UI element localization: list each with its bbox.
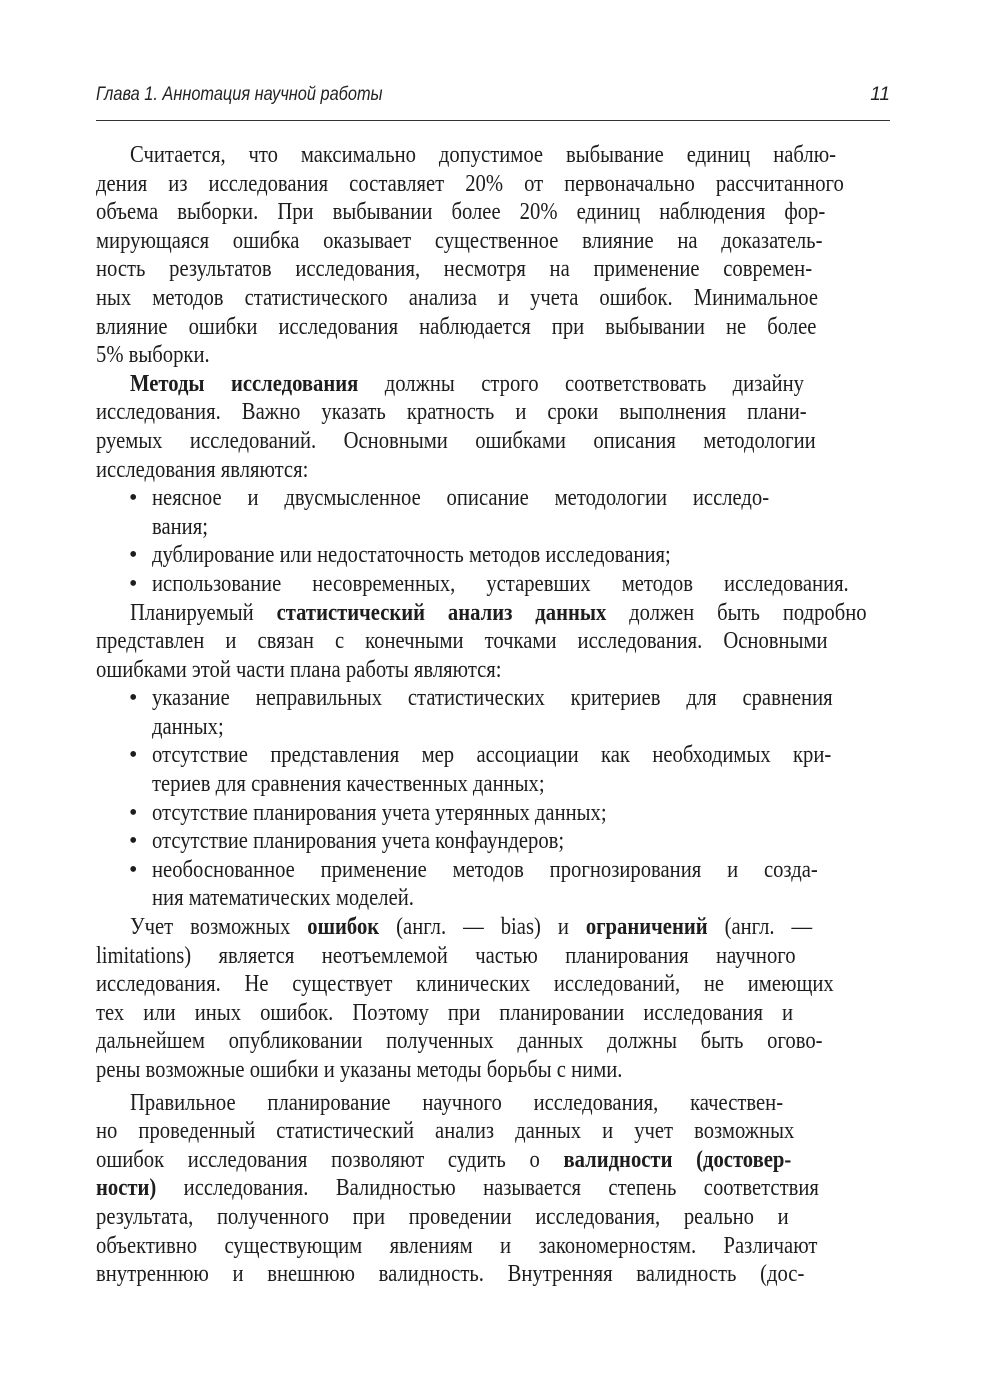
text-line: руемых исследований. Основными ошибками описания методологии — [96, 427, 816, 454]
text-segment: исследования. Валидностью называется степень соответствия — [156, 1175, 819, 1202]
text-line — [96, 1174, 890, 1203]
paragraph-methods — [96, 370, 890, 599]
text-line — [96, 827, 890, 856]
text-segment: (англ. — — [707, 914, 813, 941]
text-segment: отсутствие планирования учета утерянных данных; — [152, 799, 607, 826]
bold-term-bias: ошибок — [307, 914, 380, 941]
text-segment: использование несовременных, устаревших методов исследования. — [152, 570, 849, 597]
text-line — [96, 741, 890, 770]
text-segment: отсутствие представления мер ассоциации как необходимых кри- — [152, 742, 832, 769]
bullet-icon: • — [129, 742, 138, 769]
text-line: Правильное планирование научного исследования, качествен- — [130, 1089, 784, 1116]
text-line: рены возможные ошибки и указаны методы борьбы с ними. — [96, 1057, 623, 1083]
text-segment: отсутствие планирования учета конфаундеров; — [152, 828, 565, 855]
paragraph-bias — [96, 913, 890, 1085]
bold-term-validity-cont: ности) — [96, 1175, 157, 1202]
list-item — [96, 684, 890, 741]
text-line — [96, 541, 890, 570]
text-line: внутреннюю и внешнюю валидность. Внутренняя валидность (дос- — [96, 1261, 805, 1288]
bullet-icon: • — [129, 856, 138, 883]
text-line: ных методов статистического анализа и учета ошибок. Минимальное — [96, 284, 818, 311]
bold-term-methods: Методы исследования — [130, 370, 359, 397]
text-segment: должны строго соответствовать дизайну — [358, 370, 804, 397]
text-line: ния математических моделей. — [152, 885, 414, 912]
list-item — [96, 827, 890, 856]
text-line: исследования являются: — [96, 456, 309, 483]
text-line: но проведенный статистический анализ данных и учет возможных — [96, 1118, 795, 1145]
text-line: результата, полученного при проведении исследования, реально и — [96, 1203, 789, 1230]
list-item — [96, 799, 890, 828]
page-body — [96, 141, 890, 1289]
text-segment: Планируемый — [130, 599, 277, 626]
bullet-icon: • — [129, 485, 138, 512]
text-line: дальнейшем опубликовании полученных данных должны быть огово- — [96, 1028, 823, 1055]
text-line: исследования. Не существует клинических исследований, не имеющих — [96, 971, 834, 998]
text-line — [96, 856, 890, 885]
text-segment: (англ. — bias) и — [379, 914, 586, 941]
text-line — [96, 484, 890, 513]
bold-term-statistics: статистический анализ данных — [276, 599, 607, 626]
paragraph-validity — [96, 1089, 890, 1289]
list-item — [96, 856, 890, 913]
text-segment: неясное и двусмысленное описание методологии исследо- — [152, 485, 770, 512]
text-line: вания; — [152, 513, 208, 540]
text-segment: указание неправильных статистических критериев для сравнения — [152, 685, 833, 712]
text-line — [96, 913, 890, 942]
text-line: тех или иных ошибок. Поэтому при планировании исследования и — [96, 999, 794, 1026]
text-line: влияние ошибки исследования наблюдается при выбывании не более — [96, 313, 817, 340]
text-line — [96, 570, 890, 599]
list-item — [96, 541, 890, 570]
list-item — [96, 484, 890, 541]
bullet-icon: • — [129, 570, 138, 597]
text-line — [96, 1146, 890, 1175]
text-line: ошибками этой части плана работы являются: — [96, 656, 502, 683]
bullet-icon: • — [129, 799, 138, 826]
text-segment: необоснованное применение методов прогнозирования и созда- — [152, 856, 818, 883]
page-number: 11 — [870, 84, 890, 105]
text-segment: Учет возможных — [130, 914, 308, 941]
text-line: Считается, что максимально допустимое выбывание единиц наблю- — [130, 142, 836, 168]
text-line — [96, 599, 890, 628]
text-line: объективно существующим явлениям и закономерностям. Различают — [96, 1232, 818, 1259]
text-line: дения из исследования составляет 20% от первоначально рассчитанного — [96, 170, 844, 197]
paragraph-statistics — [96, 599, 890, 914]
text-line — [96, 370, 890, 399]
text-line — [96, 684, 890, 713]
text-line — [96, 799, 890, 828]
list-item — [96, 570, 890, 599]
text-line: представлен и связан с конечными точками исследования. Основными — [96, 628, 828, 655]
running-head — [96, 84, 779, 114]
bold-term-validity: валидности (достовер- — [563, 1146, 792, 1173]
list-item — [96, 741, 890, 798]
text-line: териев для сравнения качественных данных; — [152, 771, 545, 798]
text-line: исследования. Важно указать кратность и сроки выполнения плани- — [96, 399, 807, 426]
bullet-icon: • — [129, 685, 138, 712]
text-line: 5% выборки. — [96, 342, 210, 369]
chapter-title: Глава 1. Аннотация научной работы — [96, 84, 383, 105]
text-line: объема выборки. При выбывании более 20% единиц наблюдения фор- — [96, 199, 826, 226]
bold-term-limitations: ограничений — [585, 914, 708, 941]
text-segment: дублирование или недостаточность методов исследования; — [152, 542, 671, 569]
paragraph-dropout — [96, 141, 890, 370]
text-line: limitations) является неотъемлемой частью планирования научного — [96, 942, 796, 969]
bullet-icon: • — [129, 828, 138, 855]
text-line: данных; — [152, 713, 224, 740]
text-line: мирующаяся ошибка оказывает существенное влияние на доказатель- — [96, 227, 823, 254]
text-line: ность результатов исследования, несмотря на применение современ- — [96, 256, 813, 283]
bullet-icon: • — [129, 542, 138, 569]
text-segment: ошибок исследования позволяют судить о — [96, 1146, 564, 1173]
header-rule — [96, 120, 890, 121]
text-segment: должен быть подробно — [606, 599, 867, 626]
